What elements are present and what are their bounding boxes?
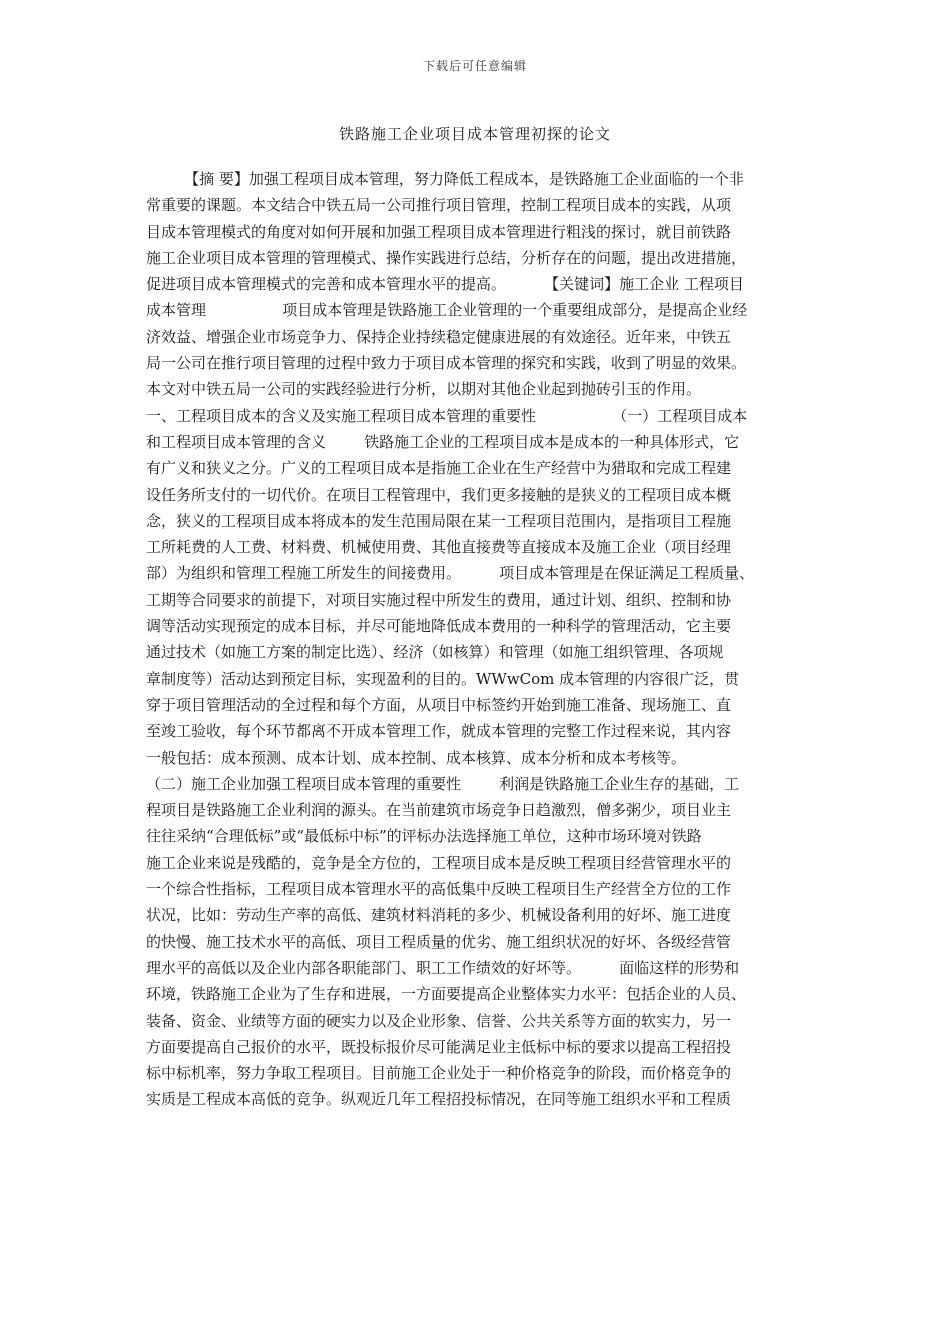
header-note: 下载后可任意编辑 (422, 59, 527, 73)
body-line: 济效益、增强企业市场竞争力、保持企业持续稳定健康进展的有效途径。近年来，中铁五 (146, 327, 732, 346)
body-line: 【摘 要】加强工程项目成本管理，努力降低工程成本，是铁路施工企业面临的一个非 (146, 170, 744, 188)
body-line: 有广义和狭义之分。广义的工程项目成本是指施工企业在生产经营中为猎取和完成工程建 (146, 459, 732, 478)
body-line: 实质是工程成本高低的竞争。纵观近几年工程招投标情况，在同等施工组织水平和工程质 (146, 1090, 732, 1109)
body-line: 的快慢、施工技术水平的高低、项目工程质量的优劣、施工组织状况的好坏、各级经营管 (146, 932, 732, 951)
body-line: 成本管理 项目成本管理是铁路施工企业管理的一个重要组成部分，是提高企业经 (146, 301, 748, 320)
body-line: 促进项目成本管理模式的完善和成本管理水平的提高。 【关键词】施工企业 工程项目 (146, 275, 744, 294)
body-line: 一、工程项目成本的含义及实施工程项目成本管理的重要性 （一）工程项目成本 (146, 406, 748, 425)
body-line: 调等活动实现预定的成本目标，并尽可能地降低成本费用的一种科学的管理活动，它主要 (146, 617, 732, 636)
body-line: 往往采纳“合理低标”或“最低标中标”的评标办法选择施工单位，这种市场环境对铁路 (146, 827, 702, 846)
document-title: 铁路施工企业项目成本管理初探的论文 (338, 125, 611, 143)
body-line: 念，狭义的工程项目成本将成本的发生范围局限在某一工程项目范围内，是指项目工程施 (146, 511, 732, 530)
body-line: 通过技术（如施工方案的制定比选）、经济（如核算）和管理（如施工组织管理、各项规 (146, 643, 724, 662)
body-line: 一般包括：成本预测、成本计划、成本控制、成本核算、成本分析和成本考核等。 (146, 748, 687, 767)
body-line: 工期等合同要求的前提下，对项目实施过程中所发生的费用，通过计划、组织、控制和协 (146, 590, 732, 609)
body-line: 标中标机率，努力争取工程项目。目前施工企业处于一种价格竞争的阶段，而价格竞争的 (146, 1064, 732, 1083)
body-line: 工所耗费的人工费、材料费、机械使用费、其他直接费等直接成本及施工企业（项目经理 (146, 538, 732, 557)
body-line: 一个综合性指标，工程项目成本管理水平的高低集中反映工程项目生产经营全方位的工作 (146, 880, 732, 899)
body-line: 本文对中铁五局一公司的实践经验进行分析，以期对其他企业起到抛砖引玉的作用。 (146, 380, 702, 399)
body-line: 理水平的高低以及企业内部各职能部门、职工工作绩效的好坏等。 面临这样的形势和 (146, 958, 740, 977)
body-line: 方面要提高自己报价的水平，既投标报价尽可能满足业主低标中标的要求以提高工程招投 (146, 1037, 732, 1056)
body-line: 常重要的课题。本文结合中铁五局一公司推行项目管理，控制工程项目成本的实践，从项 (146, 196, 732, 215)
body-line: 和工程项目成本管理的含义 铁路施工企业的工程项目成本是成本的一种具体形式，它 (146, 432, 740, 451)
body-line: 局一公司在推行项目管理的过程中致力于项目成本管理的探究和实践，收到了明显的效果。 (146, 354, 747, 373)
body-line: 施工企业项目成本管理的管理模式、操作实践进行总结，分析存在的问题，提出改进措施， (146, 248, 747, 267)
body-line: 穿于项目管理活动的全过程和每个方面，从项目中标签约开始到施工准备、现场施工、直 (146, 695, 732, 714)
body-line: 部）为组织和管理工程施工所发生的间接费用。 项目成本管理是在保证满足工程质量、 (146, 564, 755, 583)
body-line: 目成本管理模式的角度对如何开展和加强工程项目成本管理进行粗浅的探讨，就目前铁路 (146, 222, 732, 241)
body-line: 装备、资金、业绩等方面的硬实力以及企业形象、信誉、公共关系等方面的软实力，另一 (146, 1011, 732, 1030)
document-body (146, 166, 812, 1113)
body-line: （二）施工企业加强工程项目成本管理的重要性 利润是铁路施工企业生存的基础，工 (146, 774, 740, 793)
body-line: 章制度等）活动达到预定目标，实现盈利的目的。WWwCom 成本管理的内容很广泛，贯 (146, 669, 740, 688)
body-line: 环境，铁路施工企业为了生存和进展，一方面要提高企业整体实力水平：包括企业的人员、 (146, 985, 747, 1004)
body-line: 施工企业来说是残酷的，竞争是全方位的，工程项目成本是反映工程项目经营管理水平的 (146, 853, 732, 872)
body-line: 状况，比如：劳动生产率的高低、建筑材料消耗的多少、机械设备利用的好坏、施工进度 (146, 906, 732, 925)
body-line: 程项目是铁路施工企业利润的源头。在当前建筑市场竞争日趋激烈，僧多粥少，项目业主 (146, 801, 732, 820)
body-line: 至竣工验收，每个环节都离不开成本管理工作，就成本管理的完整工作过程来说，其内容 (146, 722, 732, 741)
body-line: 设任务所支付的一切代价。在项目工程管理中，我们更多接触的是狭义的工程项目成本概 (146, 485, 732, 504)
